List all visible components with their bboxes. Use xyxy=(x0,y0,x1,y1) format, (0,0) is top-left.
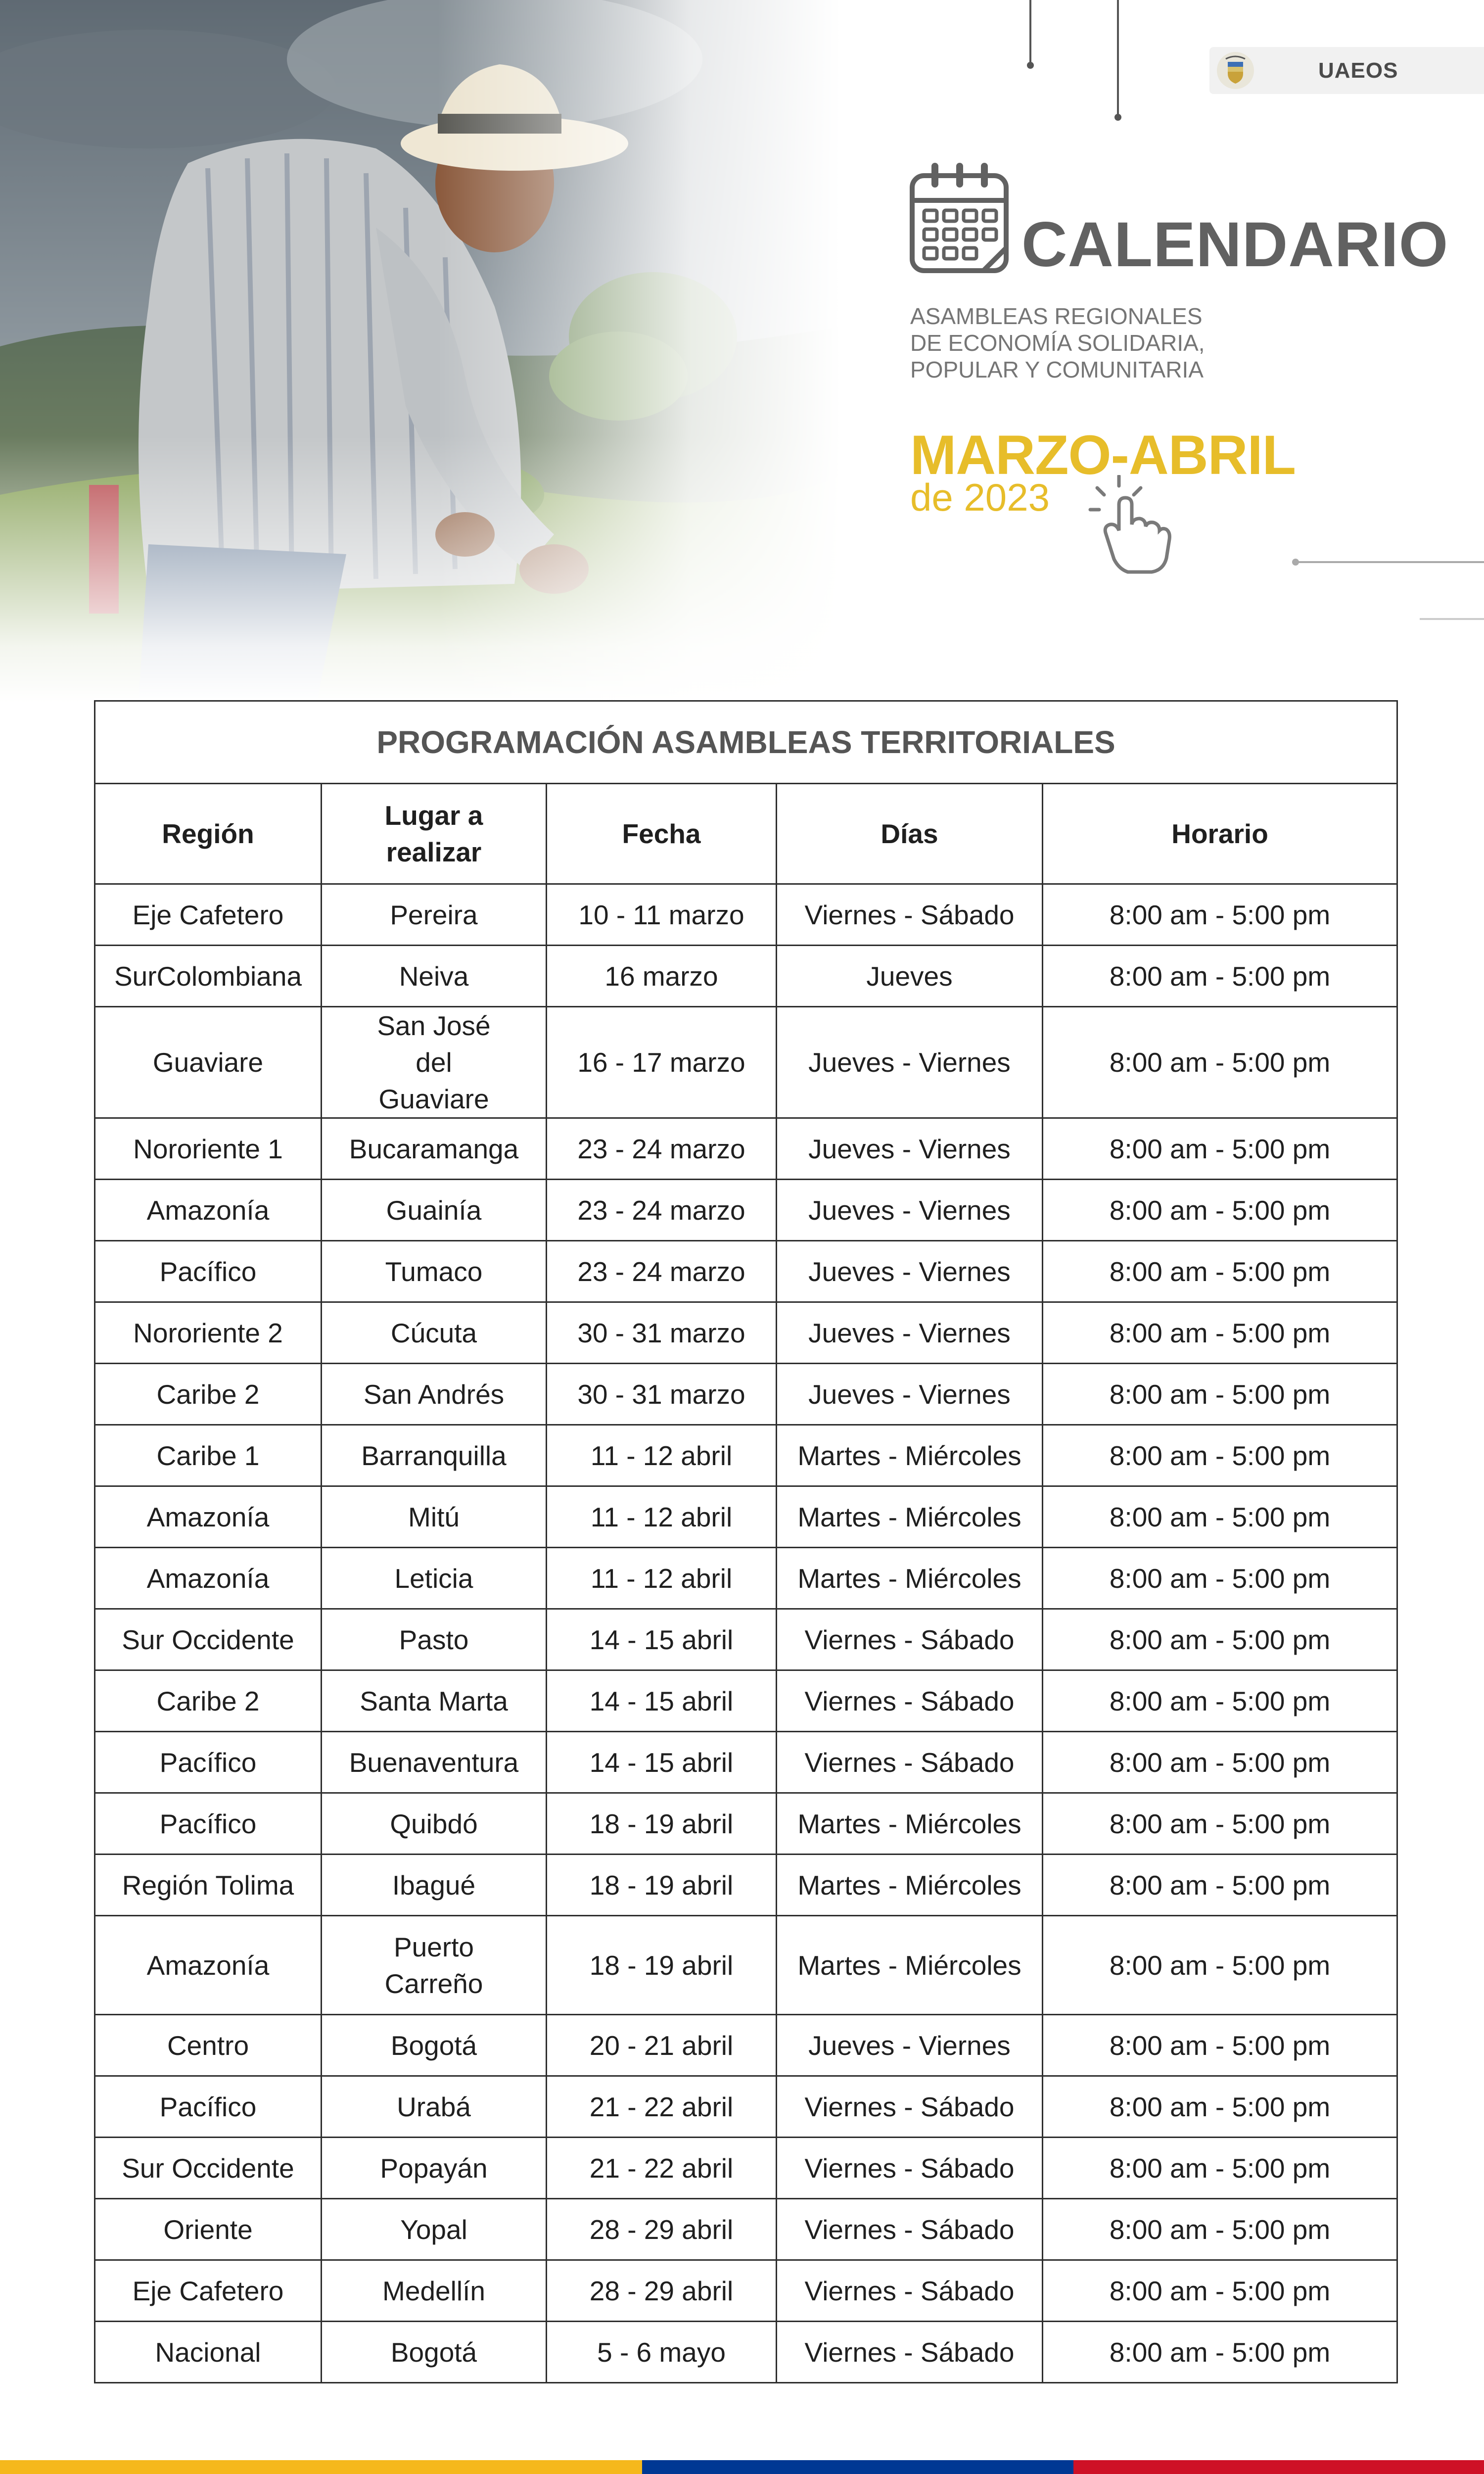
date-cell: 18 - 19 abril xyxy=(547,1793,777,1855)
region-cell: Región Tolima xyxy=(95,1855,322,1916)
place-cell: Barranquilla xyxy=(322,1425,547,1486)
place-cell: Cúcuta xyxy=(322,1302,547,1364)
region-cell: Centro xyxy=(95,2015,322,2076)
flag-stripe-yellow xyxy=(0,2460,642,2474)
place-cell: Bogotá xyxy=(322,2322,547,2383)
date-cell: 16 marzo xyxy=(547,946,777,1007)
region-cell: Nacional xyxy=(95,2322,322,2383)
region-cell: SurColombiana xyxy=(95,946,322,1007)
institution-logo xyxy=(1209,47,1484,94)
date-cell: 18 - 19 abril xyxy=(547,1855,777,1916)
region-cell: Caribe 1 xyxy=(95,1425,322,1486)
region-cell: Amazonía xyxy=(95,1548,322,1609)
year-label: de 2023 xyxy=(910,476,1050,519)
place-cell: Pereira xyxy=(322,884,547,946)
place-cell: San Andrés xyxy=(322,1364,547,1425)
table-row xyxy=(95,1302,1397,1364)
table-header-row xyxy=(95,784,1397,884)
place-cell: Tumaco xyxy=(322,1241,547,1302)
table-row xyxy=(95,1793,1397,1855)
region-cell: Pacífico xyxy=(95,1732,322,1793)
schedule-cell: 8:00 am - 5:00 pm xyxy=(1043,1670,1397,1732)
place-cell: Leticia xyxy=(322,1548,547,1609)
date-cell: 11 - 12 abril xyxy=(547,1548,777,1609)
days-cell: Martes - Miércoles xyxy=(777,1793,1043,1855)
date-cell: 23 - 24 marzo xyxy=(547,1118,777,1180)
schedule-cell: 8:00 am - 5:00 pm xyxy=(1043,1364,1397,1425)
days-cell: Viernes - Sábado xyxy=(777,884,1043,946)
hero-photo xyxy=(0,0,841,703)
schedule-cell: 8:00 am - 5:00 pm xyxy=(1043,1486,1397,1548)
subtitle-line: POPULAR Y COMUNITARIA xyxy=(910,357,1204,382)
schedule-cell: 8:00 am - 5:00 pm xyxy=(1043,1732,1397,1793)
column-header: Fecha xyxy=(547,784,777,884)
hand-pointer-icon xyxy=(1088,475,1172,574)
table-row xyxy=(95,1007,1397,1118)
date-cell: 23 - 24 marzo xyxy=(547,1180,777,1241)
schedule-cell: 8:00 am - 5:00 pm xyxy=(1043,1916,1397,2015)
schedule-cell: 8:00 am - 5:00 pm xyxy=(1043,2076,1397,2138)
column-header: Días xyxy=(777,784,1043,884)
region-cell: Sur Occidente xyxy=(95,1609,322,1670)
region-cell: Nororiente 2 xyxy=(95,1302,322,1364)
logo-text: UAEOS xyxy=(1318,58,1398,83)
region-cell: Pacífico xyxy=(95,1793,322,1855)
days-cell: Jueves - Viernes xyxy=(777,1302,1043,1364)
place-cell: Ibagué xyxy=(322,1855,547,1916)
days-cell: Jueves - Viernes xyxy=(777,1241,1043,1302)
days-cell: Martes - Miércoles xyxy=(777,1486,1043,1548)
schedule-cell: 8:00 am - 5:00 pm xyxy=(1043,1241,1397,1302)
date-cell: 14 - 15 abril xyxy=(547,1732,777,1793)
place-cell: Medellín xyxy=(322,2260,547,2322)
decor-line xyxy=(1420,618,1484,620)
place-cell: Santa Marta xyxy=(322,1670,547,1732)
place-cell: Guainía xyxy=(322,1180,547,1241)
flag-stripe-blue xyxy=(642,2460,1073,2474)
place-cell: Yopal xyxy=(322,2199,547,2260)
region-cell: Amazonía xyxy=(95,1180,322,1241)
schedule-cell: 8:00 am - 5:00 pm xyxy=(1043,1007,1397,1118)
days-cell: Viernes - Sábado xyxy=(777,2199,1043,2260)
place-cell: Pasto xyxy=(322,1609,547,1670)
region-cell: Sur Occidente xyxy=(95,2138,322,2199)
table-row xyxy=(95,1364,1397,1425)
schedule-cell: 8:00 am - 5:00 pm xyxy=(1043,2322,1397,2383)
schedule-cell: 8:00 am - 5:00 pm xyxy=(1043,946,1397,1007)
days-cell: Viernes - Sábado xyxy=(777,1732,1043,1793)
schedule-cell: 8:00 am - 5:00 pm xyxy=(1043,1302,1397,1364)
days-cell: Martes - Miércoles xyxy=(777,1548,1043,1609)
decor-dot xyxy=(1292,559,1299,566)
date-cell: 30 - 31 marzo xyxy=(547,1364,777,1425)
table-row xyxy=(95,2199,1397,2260)
region-cell: Guaviare xyxy=(95,1007,322,1118)
date-cell: 23 - 24 marzo xyxy=(547,1241,777,1302)
table-row xyxy=(95,1425,1397,1486)
page-title: CALENDARIO xyxy=(1021,209,1449,280)
table-row xyxy=(95,1732,1397,1793)
days-cell: Viernes - Sábado xyxy=(777,2138,1043,2199)
region-cell: Oriente xyxy=(95,2199,322,2260)
date-cell: 28 - 29 abril xyxy=(547,2260,777,2322)
subtitle xyxy=(910,303,1405,383)
decor-line xyxy=(1117,0,1119,116)
table-row xyxy=(95,2076,1397,2138)
table-title: PROGRAMACIÓN ASAMBLEAS TERRITORIALES xyxy=(95,701,1397,784)
date-cell: 18 - 19 abril xyxy=(547,1916,777,2015)
place-cell: Urabá xyxy=(322,2076,547,2138)
days-cell: Viernes - Sábado xyxy=(777,1609,1043,1670)
days-cell: Martes - Miércoles xyxy=(777,1916,1043,2015)
date-cell: 20 - 21 abril xyxy=(547,2015,777,2076)
days-cell: Jueves - Viernes xyxy=(777,1364,1043,1425)
days-cell: Martes - Miércoles xyxy=(777,1425,1043,1486)
date-cell: 14 - 15 abril xyxy=(547,1609,777,1670)
place-cell: Mitú xyxy=(322,1486,547,1548)
place-cell: San José del Guaviare xyxy=(322,1007,547,1118)
table-row xyxy=(95,946,1397,1007)
schedule-cell: 8:00 am - 5:00 pm xyxy=(1043,1180,1397,1241)
region-cell: Eje Cafetero xyxy=(95,2260,322,2322)
decor-line xyxy=(1296,561,1484,563)
schedule-cell: 8:00 am - 5:00 pm xyxy=(1043,2260,1397,2322)
coat-of-arms-icon xyxy=(1217,52,1254,89)
date-cell: 5 - 6 mayo xyxy=(547,2322,777,2383)
column-header: Horario xyxy=(1043,784,1397,884)
schedule-cell: 8:00 am - 5:00 pm xyxy=(1043,2138,1397,2199)
date-cell: 10 - 11 marzo xyxy=(547,884,777,946)
table-row xyxy=(95,1548,1397,1609)
date-cell: 30 - 31 marzo xyxy=(547,1302,777,1364)
region-cell: Amazonía xyxy=(95,1486,322,1548)
table-row xyxy=(95,1916,1397,2015)
schedule-cell: 8:00 am - 5:00 pm xyxy=(1043,1118,1397,1180)
schedule-cell: 8:00 am - 5:00 pm xyxy=(1043,1425,1397,1486)
table-row xyxy=(95,1670,1397,1732)
days-cell: Viernes - Sábado xyxy=(777,1670,1043,1732)
date-cell: 21 - 22 abril xyxy=(547,2076,777,2138)
table-row xyxy=(95,1855,1397,1916)
place-cell: Puerto Carreño xyxy=(322,1916,547,2015)
schedule-cell: 8:00 am - 5:00 pm xyxy=(1043,1855,1397,1916)
days-cell: Jueves xyxy=(777,946,1043,1007)
table-row xyxy=(95,1118,1397,1180)
date-cell: 14 - 15 abril xyxy=(547,1670,777,1732)
schedule-cell: 8:00 am - 5:00 pm xyxy=(1043,1548,1397,1609)
days-cell: Jueves - Viernes xyxy=(777,1180,1043,1241)
column-header: Lugar a realizar xyxy=(322,784,547,884)
region-cell: Caribe 2 xyxy=(95,1364,322,1425)
place-cell: Popayán xyxy=(322,2138,547,2199)
region-cell: Pacífico xyxy=(95,2076,322,2138)
date-cell: 21 - 22 abril xyxy=(547,2138,777,2199)
days-cell: Martes - Miércoles xyxy=(777,1855,1043,1916)
schedule-cell: 8:00 am - 5:00 pm xyxy=(1043,2199,1397,2260)
region-cell: Caribe 2 xyxy=(95,1670,322,1732)
place-cell: Bucaramanga xyxy=(322,1118,547,1180)
days-cell: Viernes - Sábado xyxy=(777,2076,1043,2138)
subtitle-line: DE ECONOMÍA SOLIDARIA, xyxy=(910,330,1205,356)
region-cell: Eje Cafetero xyxy=(95,884,322,946)
days-cell: Viernes - Sábado xyxy=(777,2322,1043,2383)
schedule-cell: 8:00 am - 5:00 pm xyxy=(1043,884,1397,946)
date-cell: 11 - 12 abril xyxy=(547,1486,777,1548)
place-cell: Neiva xyxy=(322,946,547,1007)
table-row xyxy=(95,2322,1397,2383)
days-cell: Viernes - Sábado xyxy=(777,2260,1043,2322)
table-row xyxy=(95,2015,1397,2076)
subtitle-line: ASAMBLEAS REGIONALES xyxy=(910,303,1203,329)
decor-dot xyxy=(1027,62,1034,69)
table-row xyxy=(95,884,1397,946)
schedule-cell: 8:00 am - 5:00 pm xyxy=(1043,1609,1397,1670)
days-cell: Jueves - Viernes xyxy=(777,2015,1043,2076)
calendar-icon xyxy=(909,161,1011,275)
days-cell: Jueves - Viernes xyxy=(777,1007,1043,1118)
flag-stripe-red xyxy=(1073,2460,1484,2474)
region-cell: Nororiente 1 xyxy=(95,1118,322,1180)
table-row xyxy=(95,2138,1397,2199)
table-row xyxy=(95,1241,1397,1302)
place-cell: Bogotá xyxy=(322,2015,547,2076)
date-cell: 28 - 29 abril xyxy=(547,2199,777,2260)
decor-line xyxy=(1029,0,1031,64)
date-cell: 11 - 12 abril xyxy=(547,1425,777,1486)
region-cell: Amazonía xyxy=(95,1916,322,2015)
table-row xyxy=(95,1609,1397,1670)
decor-dot xyxy=(1114,114,1121,121)
place-cell: Quibdó xyxy=(322,1793,547,1855)
schedule-table xyxy=(94,700,1398,2383)
place-cell: Buenaventura xyxy=(322,1732,547,1793)
schedule-cell: 8:00 am - 5:00 pm xyxy=(1043,1793,1397,1855)
period-label: MARZO-ABRIL xyxy=(910,424,1296,486)
table-row xyxy=(95,1180,1397,1241)
days-cell: Jueves - Viernes xyxy=(777,1118,1043,1180)
date-cell: 16 - 17 marzo xyxy=(547,1007,777,1118)
schedule-cell: 8:00 am - 5:00 pm xyxy=(1043,2015,1397,2076)
table-row xyxy=(95,2260,1397,2322)
column-header: Región xyxy=(95,784,322,884)
table-row xyxy=(95,1486,1397,1548)
region-cell: Pacífico xyxy=(95,1241,322,1302)
